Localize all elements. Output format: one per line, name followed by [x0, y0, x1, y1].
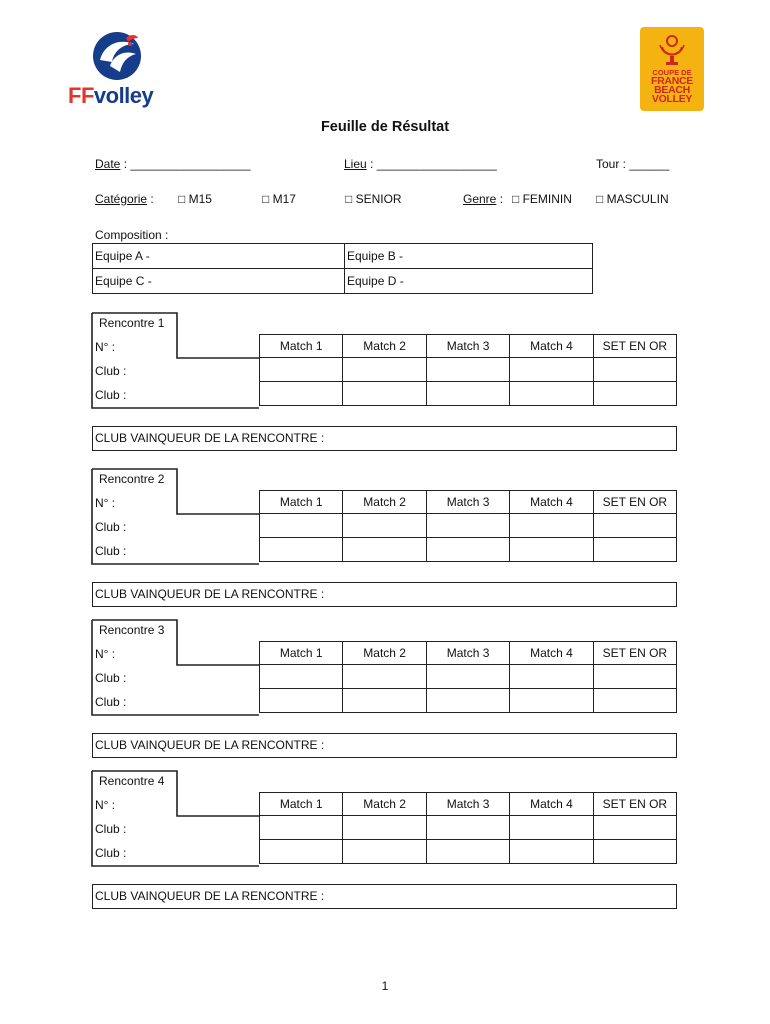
score-table — [259, 334, 677, 406]
rooster-icon — [90, 30, 144, 82]
column-header: Match 1 — [260, 642, 343, 665]
score-cell[interactable] — [426, 358, 509, 382]
rencontre-number-field[interactable]: N° : — [95, 647, 116, 661]
page-title: Feuille de Résultat — [320, 119, 450, 135]
club-1-field[interactable]: Club : — [95, 822, 127, 836]
score-cell[interactable] — [593, 689, 676, 713]
score-cell[interactable] — [260, 689, 343, 713]
column-header: Match 3 — [426, 335, 509, 358]
genre-label: Genre : — [463, 192, 504, 206]
club-2-field[interactable]: Club : — [95, 388, 127, 402]
winner-label: CLUB VAINQUEUR DE LA RENCONTRE : — [95, 587, 325, 601]
rencontre-number-field[interactable]: N° : — [95, 340, 116, 354]
checkbox-icon: □ — [596, 192, 604, 206]
score-table — [259, 641, 677, 713]
column-header: SET EN OR — [593, 491, 676, 514]
club-2-field[interactable]: Club : — [95, 846, 127, 860]
winner-box[interactable] — [92, 733, 677, 758]
checkbox-senior[interactable]: □ SENIOR — [345, 192, 402, 206]
ffvolley-logo — [68, 30, 166, 112]
checkbox-m17[interactable]: □ M17 — [262, 192, 296, 206]
composition-table — [92, 243, 593, 294]
column-header: Match 1 — [260, 793, 343, 816]
score-cell[interactable] — [593, 665, 676, 689]
score-cell[interactable] — [343, 538, 426, 562]
column-header: Match 3 — [426, 491, 509, 514]
score-cell[interactable] — [593, 382, 676, 406]
column-header: Match 3 — [426, 642, 509, 665]
checkbox-m15[interactable]: □ M15 — [178, 192, 212, 206]
score-cell[interactable] — [510, 689, 593, 713]
column-header: SET EN OR — [593, 335, 676, 358]
column-header: Match 4 — [510, 793, 593, 816]
score-cell[interactable] — [426, 840, 509, 864]
column-header: Match 2 — [343, 793, 426, 816]
coupe-line-3: BEACH — [654, 84, 690, 96]
score-cell[interactable] — [593, 538, 676, 562]
trophy-icon — [658, 33, 686, 67]
score-cell[interactable] — [510, 538, 593, 562]
column-header: SET EN OR — [593, 642, 676, 665]
team-c-cell[interactable]: Equipe C - — [93, 269, 345, 294]
club-1-field[interactable]: Club : — [95, 671, 127, 685]
club-1-field[interactable]: Club : — [95, 520, 127, 534]
column-header: Match 1 — [260, 491, 343, 514]
rencontre-number-field[interactable]: N° : — [95, 798, 116, 812]
column-header: Match 2 — [343, 642, 426, 665]
score-cell[interactable] — [510, 382, 593, 406]
club-1-field[interactable]: Club : — [95, 364, 127, 378]
categorie-label: Catégorie : — [95, 192, 154, 206]
checkbox-icon: □ — [178, 192, 186, 206]
score-cell[interactable] — [510, 514, 593, 538]
column-header: Match 3 — [426, 793, 509, 816]
club-2-field[interactable]: Club : — [95, 544, 127, 558]
score-cell[interactable] — [426, 689, 509, 713]
score-cell[interactable] — [343, 816, 426, 840]
score-cell[interactable] — [593, 358, 676, 382]
winner-label: CLUB VAINQUEUR DE LA RENCONTRE : — [95, 889, 325, 903]
team-a-cell[interactable]: Equipe A - — [93, 244, 345, 269]
score-table — [259, 490, 677, 562]
ffvolley-wordmark: FFvolley — [68, 83, 154, 108]
column-header: Match 4 — [510, 642, 593, 665]
date-field[interactable]: Date : __________________ — [95, 157, 251, 171]
checkbox-icon: □ — [345, 192, 353, 206]
club-2-field[interactable]: Club : — [95, 695, 127, 709]
checkbox-icon: □ — [262, 192, 270, 206]
winner-box[interactable] — [92, 582, 677, 607]
score-cell[interactable] — [510, 816, 593, 840]
score-cell[interactable] — [426, 538, 509, 562]
score-cell[interactable] — [343, 840, 426, 864]
column-header: Match 2 — [343, 491, 426, 514]
score-cell[interactable] — [343, 382, 426, 406]
column-header: Match 4 — [510, 491, 593, 514]
winner-label: CLUB VAINQUEUR DE LA RENCONTRE : — [95, 431, 325, 445]
score-cell[interactable] — [426, 665, 509, 689]
score-cell[interactable] — [510, 665, 593, 689]
score-cell[interactable] — [260, 358, 343, 382]
rencontre-title: Rencontre 1 — [99, 316, 165, 330]
coupe-line-4: VOLLEY — [651, 93, 693, 105]
score-cell[interactable] — [593, 816, 676, 840]
score-cell[interactable] — [343, 689, 426, 713]
winner-box[interactable] — [92, 884, 677, 909]
coupe-de-france-logo — [640, 27, 704, 111]
score-cell[interactable] — [593, 514, 676, 538]
tour-field[interactable]: Tour : ______ — [596, 157, 670, 171]
rencontre-number-field[interactable]: N° : — [95, 496, 116, 510]
score-table — [259, 792, 677, 864]
score-cell[interactable] — [343, 358, 426, 382]
composition-label: Composition : — [95, 228, 169, 242]
rencontre-title: Rencontre 2 — [99, 472, 165, 486]
coupe-line-2: FRANCE — [651, 75, 693, 87]
score-cell[interactable] — [510, 840, 593, 864]
winner-label: CLUB VAINQUEUR DE LA RENCONTRE : — [95, 738, 325, 752]
column-header: Match 4 — [510, 335, 593, 358]
lieu-field[interactable]: Lieu : __________________ — [344, 157, 497, 171]
score-cell[interactable] — [260, 816, 343, 840]
score-cell[interactable] — [260, 382, 343, 406]
score-cell[interactable] — [426, 382, 509, 406]
score-cell[interactable] — [593, 840, 676, 864]
coupe-line-1: COUPE DE — [652, 68, 692, 77]
page-number: 1 — [381, 979, 389, 993]
column-header: SET EN OR — [593, 793, 676, 816]
column-header: Match 1 — [260, 335, 343, 358]
score-cell[interactable] — [510, 358, 593, 382]
score-cell[interactable] — [260, 538, 343, 562]
score-cell[interactable] — [343, 514, 426, 538]
rencontre-title: Rencontre 3 — [99, 623, 165, 637]
score-cell[interactable] — [426, 514, 509, 538]
score-cell[interactable] — [260, 665, 343, 689]
team-d-cell[interactable]: Equipe D - — [345, 269, 593, 294]
score-cell[interactable] — [343, 665, 426, 689]
checkbox-masculin[interactable]: □ MASCULIN — [596, 192, 669, 206]
score-cell[interactable] — [260, 840, 343, 864]
checkbox-icon: □ — [512, 192, 520, 206]
column-header: Match 2 — [343, 335, 426, 358]
score-cell[interactable] — [260, 514, 343, 538]
winner-box[interactable] — [92, 426, 677, 451]
team-b-cell[interactable]: Equipe B - — [345, 244, 593, 269]
rencontre-title: Rencontre 4 — [99, 774, 165, 788]
score-cell[interactable] — [426, 816, 509, 840]
checkbox-feminin[interactable]: □ FEMININ — [512, 192, 572, 206]
